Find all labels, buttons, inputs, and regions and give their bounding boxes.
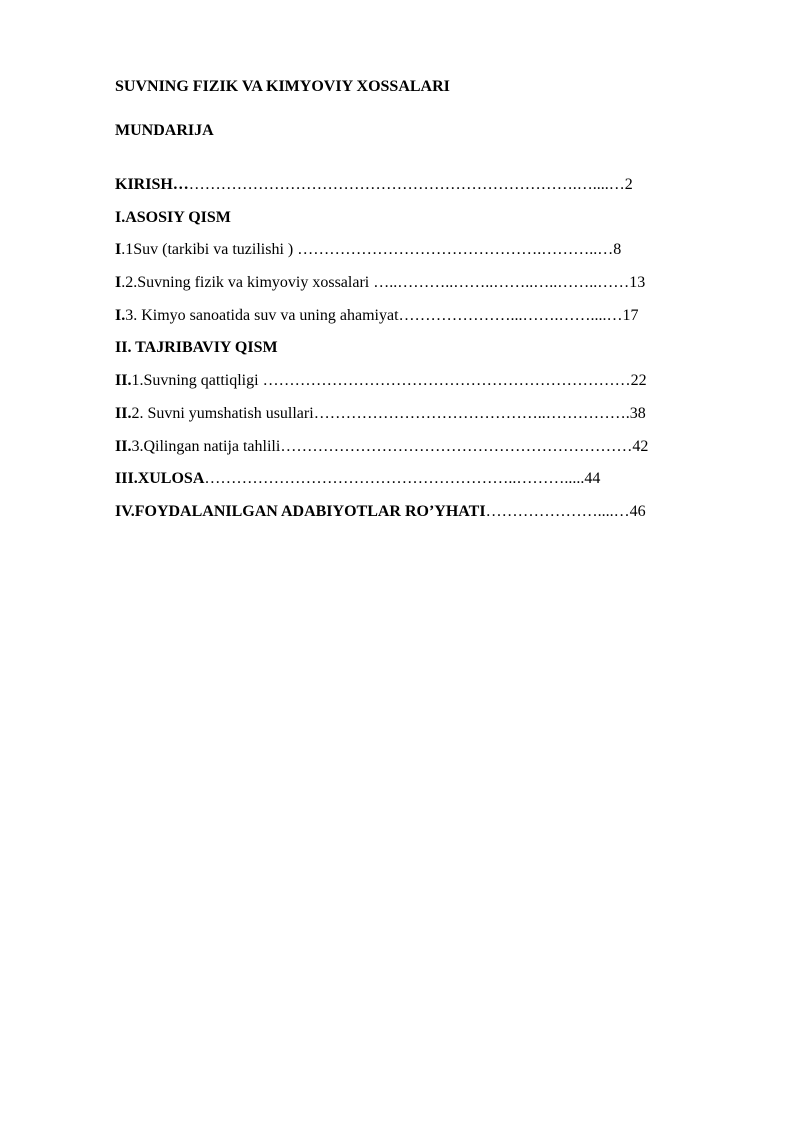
toc-entry-label: KIRISH…: [115, 176, 189, 193]
toc-entry-label: 1.Suvning qattiqligi: [131, 372, 263, 390]
toc-entry-fizik-kimyoviy: [115, 272, 725, 305]
toc-entry-label: 3.Qilingan natija tahlili: [131, 437, 281, 455]
toc-entry-label: .XULOSA: [133, 470, 205, 488]
toc-entry-page: 46: [629, 502, 646, 520]
toc-entry-leader: …………………………………………………..……….....: [204, 470, 585, 488]
toc-entry-label: IV.FOYDALANILGAN ADABIYOTLAR RO’YHATI: [115, 502, 486, 520]
toc-entry-label: 2. Suvni yumshatish usullari: [131, 404, 314, 422]
toc-entry-leader: ……………………………………………………………: [262, 372, 631, 390]
toc-entry-prefix: I.: [115, 306, 126, 324]
toc-section-asosiy: [115, 207, 725, 240]
toc-entry-prefix: II.: [115, 437, 132, 455]
toc-section-label: II. TAJRIBAVIY QISM: [115, 339, 278, 357]
toc-entry-qattiqligi: [115, 370, 725, 403]
toc-entry-yumshatish: [115, 403, 725, 436]
toc-entry-prefix: II.: [115, 404, 132, 422]
contents-heading: MUNDARIJA: [115, 122, 214, 139]
toc-entry-suv-tarkibi: [115, 239, 725, 272]
toc-entry-page: 2: [624, 176, 633, 193]
toc-entry-page: 22: [630, 372, 647, 390]
toc-entry-leader: …………………....…: [485, 502, 630, 520]
toc-entry-adabiyotlar: [115, 501, 725, 534]
toc-entry-label: .1Suv (tarkibi va tuzilishi ): [121, 241, 298, 259]
toc-entry-prefix: II.: [115, 372, 132, 390]
toc-entry-natija: [115, 436, 725, 469]
toc-entry-leader: ……………………………………….………..…: [297, 241, 614, 259]
toc-entry-leader: ……………………………………..…………….: [313, 404, 630, 422]
toc-entry-page: 8: [613, 241, 622, 259]
toc-entry-leader: …………………………………………………………: [280, 437, 633, 455]
toc-section-tajribaviy: [115, 337, 725, 370]
document-title: SUVNING FIZIK VA KIMYOVIY XOSSALARI: [115, 78, 450, 95]
toc-entry-leader: …..………..……..……..…..……..……: [373, 274, 630, 292]
toc-entry-label: .2.Suvning fizik va kimyoviy xossalari: [121, 274, 374, 292]
toc-entry-page: 38: [629, 404, 646, 422]
toc-entry-label: 3. Kimyo sanoatida suv va uning ahamiyat: [125, 306, 399, 324]
toc-entry-xulosa: [115, 468, 725, 501]
toc-section-label: I.ASOSIY QISM: [115, 208, 231, 226]
toc-entry-page: 13: [629, 274, 646, 292]
toc-entry-leader: …………………...…….……....…: [398, 306, 623, 324]
toc-entry-page: 44: [584, 470, 601, 488]
toc-entry-kimyo-sanoati: [115, 305, 725, 338]
toc-entry-page: 17: [622, 306, 639, 324]
table-of-contents: [115, 174, 725, 534]
toc-entry-prefix: I: [115, 241, 122, 259]
toc-entry-page: 42: [632, 437, 649, 455]
toc-entry-leader: ……………………………………………………………….…....…: [188, 176, 625, 193]
toc-entry-prefix: I: [115, 274, 122, 292]
toc-entry-prefix: III: [115, 470, 134, 488]
toc-entry-kirish: [115, 174, 725, 207]
